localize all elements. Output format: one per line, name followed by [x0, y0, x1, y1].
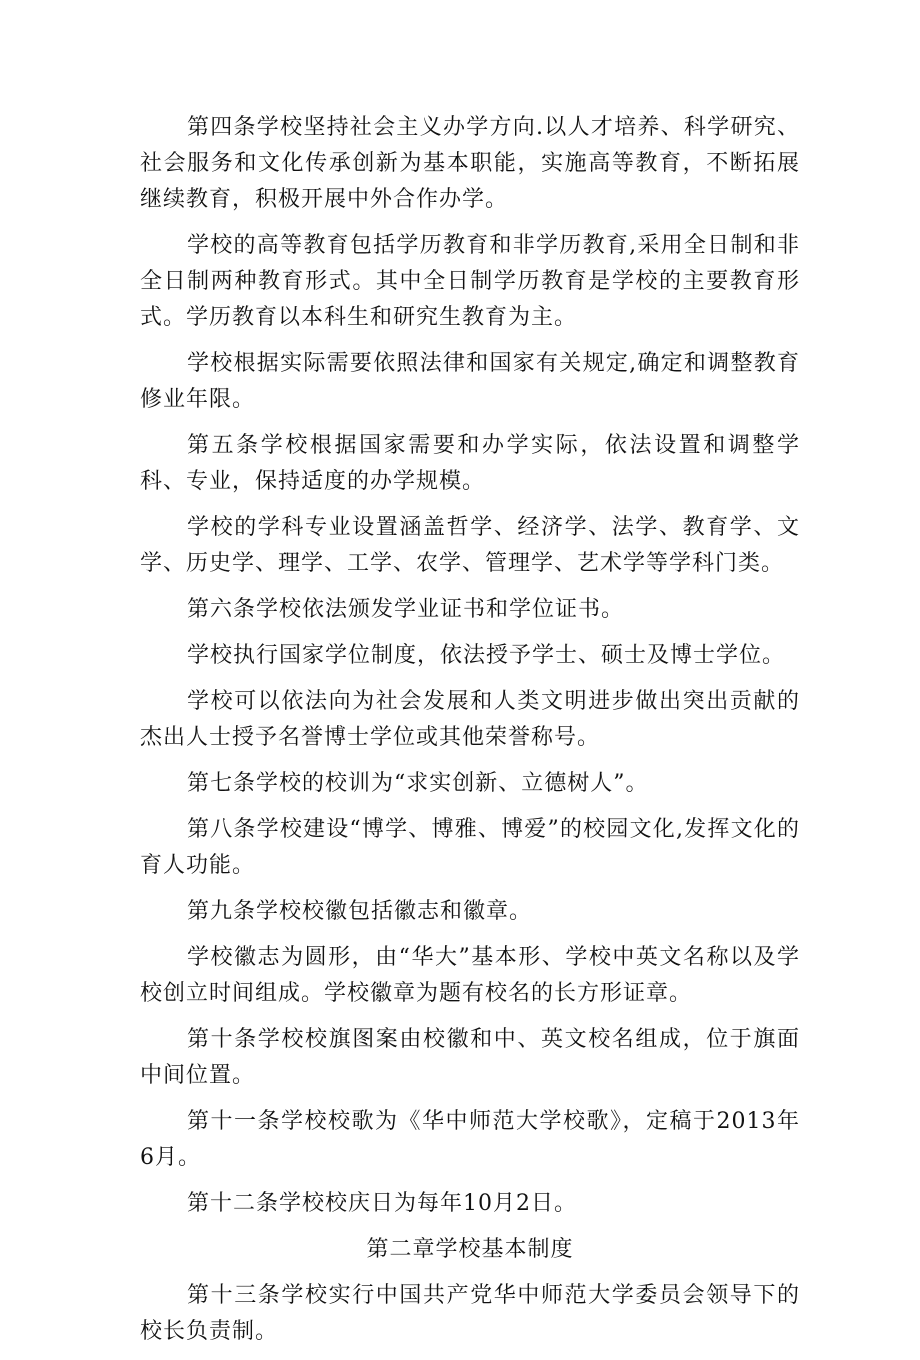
disciplines-paragraph: 学校的学科专业设置涵盖哲学、经济学、法学、教育学、文学、历史学、理学、工学、农学、管理学、艺术学等学科门类。 — [140, 515, 800, 576]
article-9-paragraph: 第九条学校校徽包括徽志和徽章。 — [187, 899, 533, 924]
article-11-paragraph: 第十一条学校校歌为《华中师范大学校歌》，定稿于2013年6月。 — [140, 1109, 800, 1170]
article-6-paragraph: 第六条学校依法颁发学业证书和学位证书。 — [187, 597, 625, 622]
document-body — [140, 110, 800, 1360]
article-12-paragraph: 第十二条学校校庆日为每年10月2日。 — [187, 1191, 577, 1216]
article-10-paragraph: 第十条学校校旗图案由校徽和中、英文校名组成，位于旗面中间位置。 — [140, 1027, 800, 1088]
degree-system-paragraph: 学校执行国家学位制度，依法授予学士、硕士及博士学位。 — [187, 643, 786, 668]
education-types-paragraph: 学校的高等教育包括学历教育和非学历教育,采用全日制和非全日制两种教育形式。其中全日制学历教育是学校的主要教育形式。学历教育以本科生和研究生教育为主。 — [140, 233, 800, 330]
article-5-paragraph: 第五条学校根据国家需要和办学实际，依法设置和调整学科、专业，保持适度的办学规模。 — [140, 433, 800, 494]
article-13-paragraph: 第十三条学校实行中国共产党华中师范大学委员会领导下的校长负责制。 — [140, 1283, 800, 1344]
article-7-paragraph: 第七条学校的校训为“求实创新、立德树人”。 — [187, 771, 649, 796]
study-years-paragraph: 学校根据实际需要依照法律和国家有关规定,确定和调整教育修业年限。 — [140, 351, 800, 412]
article-8-paragraph: 第八条学校建设“博学、博雅、博爱”的校园文化,发挥文化的育人功能。 — [140, 817, 800, 878]
chapter-heading: 第二章学校基本制度 — [366, 1237, 574, 1262]
honorary-degree-paragraph: 学校可以依法向为社会发展和人类文明进步做出突出贡献的杰出人士授予名誉博士学位或其他荣誉称号。 — [140, 689, 800, 750]
article-4-paragraph: 第四条学校坚持社会主义办学方向.以人才培养、科学研究、社会服务和文化传承创新为基本职能，实施高等教育，不断拓展继续教育，积极开展中外合作办学。 — [140, 115, 800, 212]
emblem-paragraph: 学校徽志为圆形，由“华大”基本形、学校中英文名称以及学校创立时间组成。学校徽章为题有校名的长方形证章。 — [140, 945, 800, 1006]
